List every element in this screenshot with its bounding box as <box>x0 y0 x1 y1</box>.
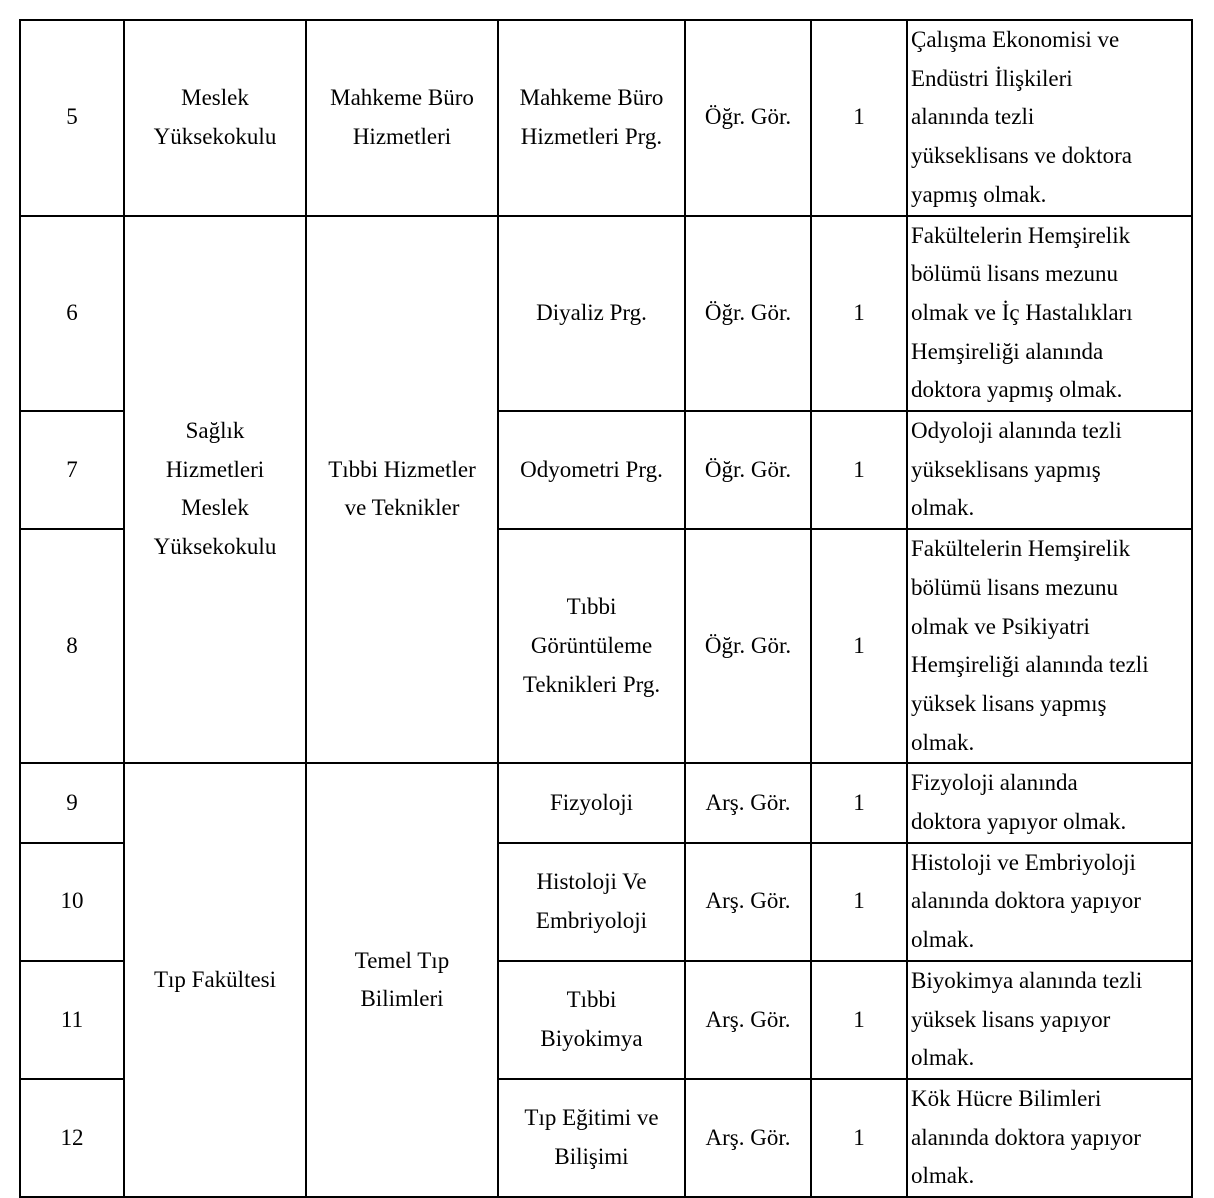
table-row <box>20 216 1192 412</box>
count-cell: 1 <box>811 961 907 1079</box>
program-cell: Histoloji Ve Embriyoloji <box>498 843 685 961</box>
program-cell: Tıbbi Görüntüleme Teknikleri Prg. <box>498 529 685 763</box>
title-cell: Öğr. Gör. <box>685 411 811 529</box>
title-cell: Öğr. Gör. <box>685 529 811 763</box>
requirement-cell: Kök Hücre Bilimleri alanında doktora yapıyor olmak. <box>907 1079 1192 1197</box>
requirement-cell: Fakültelerin Hemşirelik bölümü lisans mezunu olmak ve Psikiyatri Hemşireliği alanında tezli yüksek lisans yapmış olmak. <box>907 529 1192 763</box>
row-number: 11 <box>20 961 124 1079</box>
program-cell: Diyaliz Prg. <box>498 216 685 412</box>
requirement-cell: Fizyoloji alanında doktora yapıyor olmak. <box>907 763 1192 842</box>
staff-position-table <box>19 19 1193 1198</box>
unit-cell: Meslek Yüksekokulu <box>124 20 306 216</box>
title-cell: Öğr. Gör. <box>685 20 811 216</box>
row-number: 12 <box>20 1079 124 1197</box>
requirement-cell: Histoloji ve Embriyoloji alanında doktora yapıyor olmak. <box>907 843 1192 961</box>
table-row <box>20 20 1192 216</box>
title-cell: Arş. Gör. <box>685 961 811 1079</box>
count-cell: 1 <box>811 529 907 763</box>
requirement-cell: Odyoloji alanında tezli yükseklisans yapmış olmak. <box>907 411 1192 529</box>
row-number: 8 <box>20 529 124 763</box>
department-cell: Temel Tıp Bilimleri <box>306 763 498 1197</box>
row-number: 7 <box>20 411 124 529</box>
program-cell: Tıbbi Biyokimya <box>498 961 685 1079</box>
requirement-cell: Fakültelerin Hemşirelik bölümü lisans mezunu olmak ve İç Hastalıkları Hemşireliği alanında doktora yapmış olmak. <box>907 216 1192 412</box>
title-cell: Arş. Gör. <box>685 1079 811 1197</box>
count-cell: 1 <box>811 843 907 961</box>
row-number: 9 <box>20 763 124 842</box>
row-number: 5 <box>20 20 124 216</box>
count-cell: 1 <box>811 216 907 412</box>
program-cell: Tıp Eğitimi ve Bilişimi <box>498 1079 685 1197</box>
requirement-cell: Çalışma Ekonomisi ve Endüstri İlişkileri alanında tezli yükseklisans ve doktora yapmış olmak. <box>907 20 1192 216</box>
row-number: 10 <box>20 843 124 961</box>
count-cell: 1 <box>811 763 907 842</box>
program-cell: Odyometri Prg. <box>498 411 685 529</box>
count-cell: 1 <box>811 1079 907 1197</box>
title-cell: Arş. Gör. <box>685 843 811 961</box>
program-cell: Mahkeme Büro Hizmetleri Prg. <box>498 20 685 216</box>
title-cell: Arş. Gör. <box>685 763 811 842</box>
unit-cell: Sağlık Hizmetleri Meslek Yüksekokulu <box>124 216 306 764</box>
table-row <box>20 763 1192 842</box>
row-number: 6 <box>20 216 124 412</box>
program-cell: Fizyoloji <box>498 763 685 842</box>
department-cell: Mahkeme Büro Hizmetleri <box>306 20 498 216</box>
requirement-cell: Biyokimya alanında tezli yüksek lisans yapıyor olmak. <box>907 961 1192 1079</box>
title-cell: Öğr. Gör. <box>685 216 811 412</box>
unit-cell: Tıp Fakültesi <box>124 763 306 1197</box>
count-cell: 1 <box>811 411 907 529</box>
count-cell: 1 <box>811 20 907 216</box>
department-cell: Tıbbi Hizmetler ve Teknikler <box>306 216 498 764</box>
